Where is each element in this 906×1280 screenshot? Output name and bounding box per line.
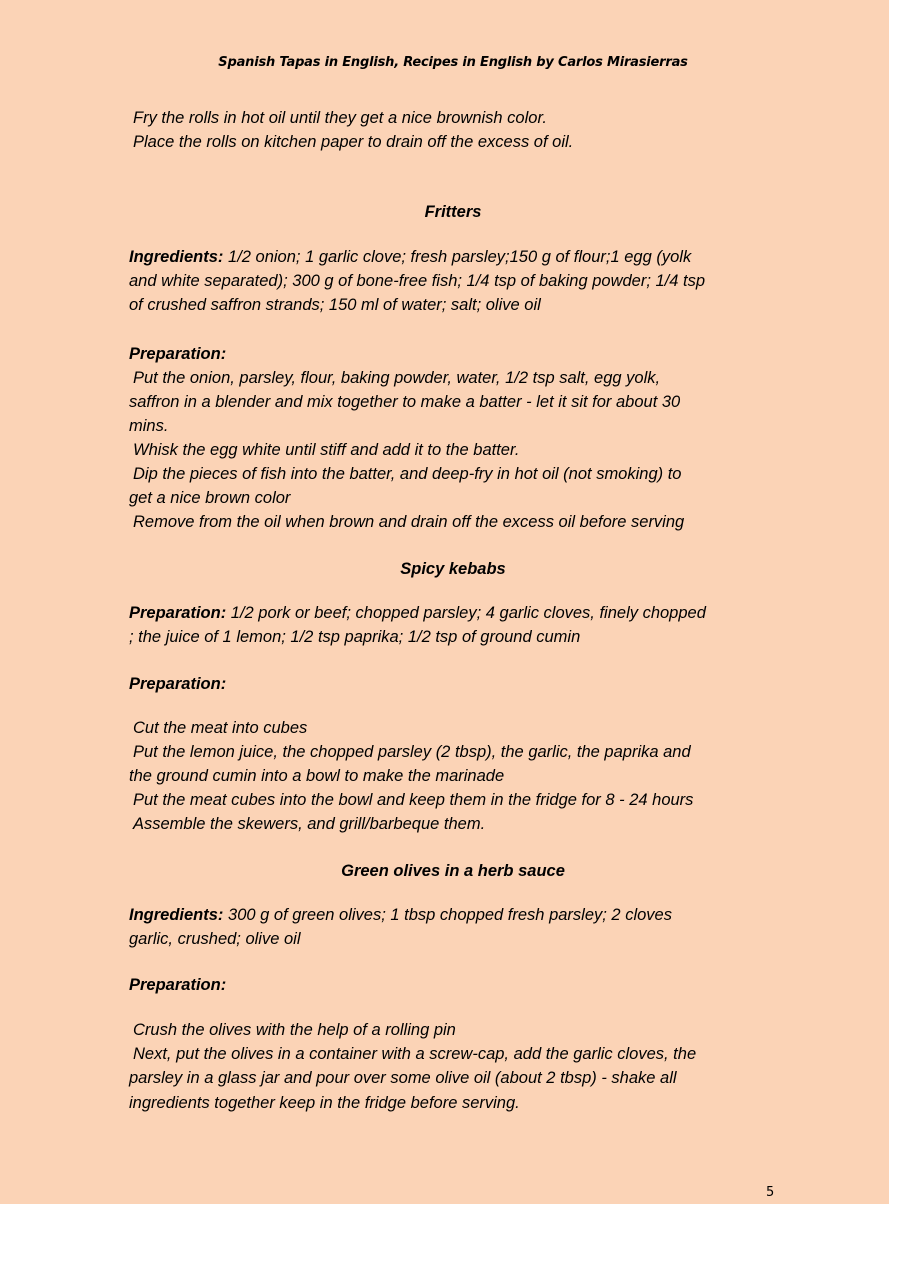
olives-preparation-line: Crush the olives with the help of a rolling pin (133, 1021, 456, 1039)
fritters-preparation-line: saffron in a blender and mix together to make a batter - let it sit for about 30 (129, 393, 681, 411)
kebabs-title: Spicy kebabs (400, 560, 506, 578)
olives-ingredients-text: 300 g of green olives; 1 tbsp chopped fresh parsley; 2 cloves (223, 906, 672, 924)
kebabs-preparation-line: Put the lemon juice, the chopped parsley (2 tbsp), the garlic, the paprika and (133, 743, 691, 761)
olives-ingredients-label: Ingredients: (129, 906, 224, 924)
fritters-title: Fritters (424, 203, 482, 221)
fritters-ingredients-line: of crushed saffron strands; 150 ml of water; salt; olive oil (129, 296, 541, 314)
fritters-preparation-line: Put the onion, parsley, flour, baking powder, water, 1/2 tsp salt, egg yolk, (133, 369, 661, 387)
page-header: Spanish Tapas in English, Recipes in English by Carlos Mirasierras (218, 55, 688, 70)
fritters-preparation-line: mins. (129, 417, 169, 435)
kebabs-ingredients-label: Preparation: (129, 604, 227, 622)
fritters-ingredients-line (129, 245, 691, 269)
fritters-preparation-line: Dip the pieces of fish into the batter, and deep-fry in hot oil (not smoking) to (133, 465, 682, 483)
olives-preparation-line: parsley in a glass jar and pour over some olive oil (about 2 tbsp) - shake all (129, 1069, 677, 1087)
kebabs-preparation-line: the ground cumin into a bowl to make the marinade (129, 767, 505, 785)
fritters-ingredients-line: and white separated); 300 g of bone-free fish; 1/4 tsp of baking powder; 1/4 tsp (129, 272, 706, 290)
olives-preparation-line: Next, put the olives in a container with a screw-cap, add the garlic cloves, the (133, 1045, 697, 1063)
kebabs-preparation-line: Put the meat cubes into the bowl and keep them in the fridge for 8 - 24 hours (133, 791, 694, 809)
olives-preparation-label: Preparation: (129, 976, 227, 994)
fritters-preparation-line: Whisk the egg white until stiff and add it to the batter. (133, 441, 520, 459)
kebabs-preparation-line: Cut the meat into cubes (133, 719, 308, 737)
kebabs-preparation-line: Assemble the skewers, and grill/barbeque them. (133, 815, 486, 833)
kebabs-preparation-label: Preparation: (129, 675, 227, 693)
fritters-ingredients-label: Ingredients: (129, 248, 224, 266)
fritters-preparation-line: Remove from the oil when brown and drain off the excess oil before serving (133, 513, 685, 531)
intro-line: Place the rolls on kitchen paper to drain off the excess of oil. (133, 133, 574, 151)
kebabs-ingredients-line: ; the juice of 1 lemon; 1/2 tsp paprika; 1/2 tsp of ground cumin (129, 628, 581, 646)
fritters-preparation-label: Preparation: (129, 345, 227, 363)
intro-line: Fry the rolls in hot oil until they get a nice brownish color. (133, 109, 547, 127)
olives-title: Green olives in a herb sauce (341, 862, 565, 880)
fritters-preparation-line: get a nice brown color (129, 489, 291, 507)
kebabs-ingredients-line (129, 601, 706, 625)
olives-preparation-line: ingredients together keep in the fridge before serving. (129, 1094, 520, 1112)
page-number: 5 (766, 1185, 775, 1200)
olives-ingredients-line: garlic, crushed; olive oil (129, 930, 301, 948)
kebabs-ingredients-text: 1/2 pork or beef; chopped parsley; 4 garlic cloves, finely chopped (226, 604, 706, 622)
olives-ingredients-line (129, 903, 672, 927)
fritters-ingredients-text: 1/2 onion; 1 garlic clove; fresh parsley;150 g of flour;1 egg (yolk (223, 248, 692, 266)
